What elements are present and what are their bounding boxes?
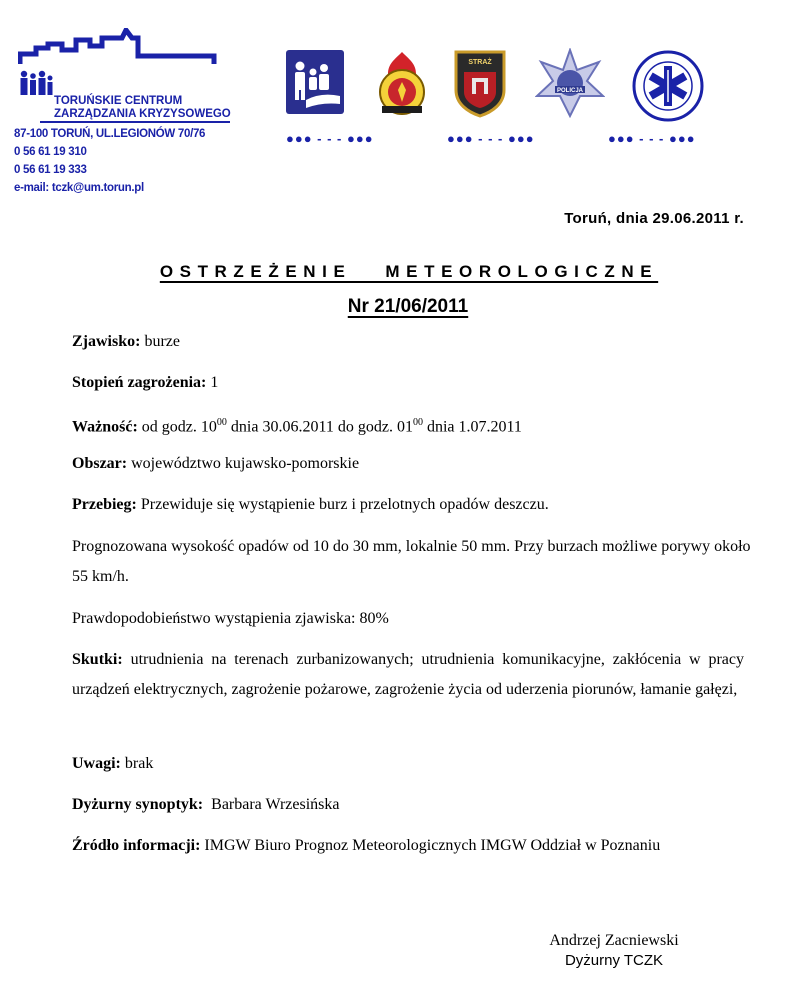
field-validity (72, 408, 752, 442)
org-email: e-mail: tczk@um.torun.pl (14, 182, 144, 194)
field-phenomenon-label: Zjawisko: (72, 333, 141, 350)
field-course (72, 490, 752, 520)
field-area-value: województwo kujawsko-pomorskie (131, 455, 360, 472)
field-course-value: Przewiduje się wystąpienie burz i przelotnych opadów deszczu. (140, 496, 549, 513)
field-effects (72, 645, 744, 705)
org-address: 87-100 TORUŃ, UL.LEGIONÓW 70/76 (14, 128, 206, 140)
org-phone-1: 0 56 61 19 310 (14, 146, 87, 158)
field-forecast: Prognozowana wysokość opadów od 10 do 30 mm, lokalnie 50 mm. Przy burzach możliwe porywy około 55 km/h. (72, 538, 751, 585)
field-source (72, 831, 748, 861)
field-validity-sup-1: 00 (216, 417, 227, 428)
field-threat-level-value: 1 (210, 374, 219, 391)
field-effects-label: Skutki: (72, 651, 123, 668)
family-care-icon (286, 50, 346, 115)
police-star-emblem (535, 48, 605, 118)
separator-dots-1: ●●● - - - ●●● (286, 131, 374, 146)
separator-dots-2: ●●● - - - ●●● (447, 131, 535, 146)
field-validity-sup-2: 00 (412, 417, 423, 428)
signature-block (534, 931, 694, 971)
field-area (72, 449, 752, 479)
signature-role: Dyżurny TCZK (564, 952, 664, 969)
fire-brigade-emblem (372, 50, 432, 118)
field-validity-text-2: dnia 30.06.2011 do godz. 01 (226, 418, 413, 436)
field-synoptic-value: Barbara Wrzesińska (211, 796, 340, 813)
field-validity-text-1: od godz. 10 (141, 418, 217, 436)
field-phenomenon (72, 327, 752, 357)
field-phenomenon-value: burze (144, 333, 180, 350)
field-area-label: Obszar: (72, 455, 128, 472)
org-name-line2: ZARZĄDZANIA KRYZYSOWEGO (54, 108, 231, 120)
field-threat-level-label: Stopień zagrożenia: (72, 374, 207, 391)
org-name-line1: TORUŃSKIE CENTRUM (54, 95, 183, 107)
medical-rescue-emblem (632, 50, 704, 122)
field-synoptic-label: Dyżurny synoptyk: (72, 796, 204, 813)
field-notes-label: Uwagi: (72, 755, 121, 772)
document-title: OSTRZEŻENIE METEOROLOGICZNE (159, 262, 659, 281)
document-date: Toruń, dnia 29.06.2011 r. (564, 210, 744, 227)
field-source-value: IMGW Biuro Prognoz Meteorologicznych IMGW Oddział w Poznaniu (204, 837, 661, 854)
separator-dots-3: ●●● - - - ●●● (608, 131, 696, 146)
signature-name: Andrzej Zacniewski (549, 932, 679, 949)
org-underline (40, 121, 230, 123)
field-source-label: Źródło informacji: (72, 837, 201, 854)
org-phone-2: 0 56 61 19 333 (14, 164, 87, 176)
field-probability: Prawdopodobieństwo wystąpienia zjawiska: 80% (72, 610, 389, 627)
field-validity-text-3: dnia 1.07.2011 (422, 418, 522, 436)
city-guard-badge (452, 50, 508, 118)
field-threat-level (72, 368, 752, 398)
svg-text:POLICJA: POLICJA (556, 88, 584, 94)
document-number: Nr 21/06/2011 (347, 296, 469, 317)
field-course-label: Przebieg: (72, 496, 137, 513)
field-notes (72, 749, 752, 779)
svg-text:STRAŻ: STRAŻ (468, 59, 492, 66)
field-synoptic (72, 790, 752, 820)
field-notes-value: brak (124, 755, 154, 772)
field-validity-label: Ważność: (72, 418, 138, 436)
city-skyline-logo (18, 28, 223, 98)
field-effects-value: utrudnienia na terenach zurbanizowanych; utrudnienia komunikacyjne, zakłócenia w pracy urządzeń elektrycznych, zagrożenie pożarowe, zagrożenie życia od uderzenia piorunów, łamanie gałęzi, (72, 651, 744, 698)
